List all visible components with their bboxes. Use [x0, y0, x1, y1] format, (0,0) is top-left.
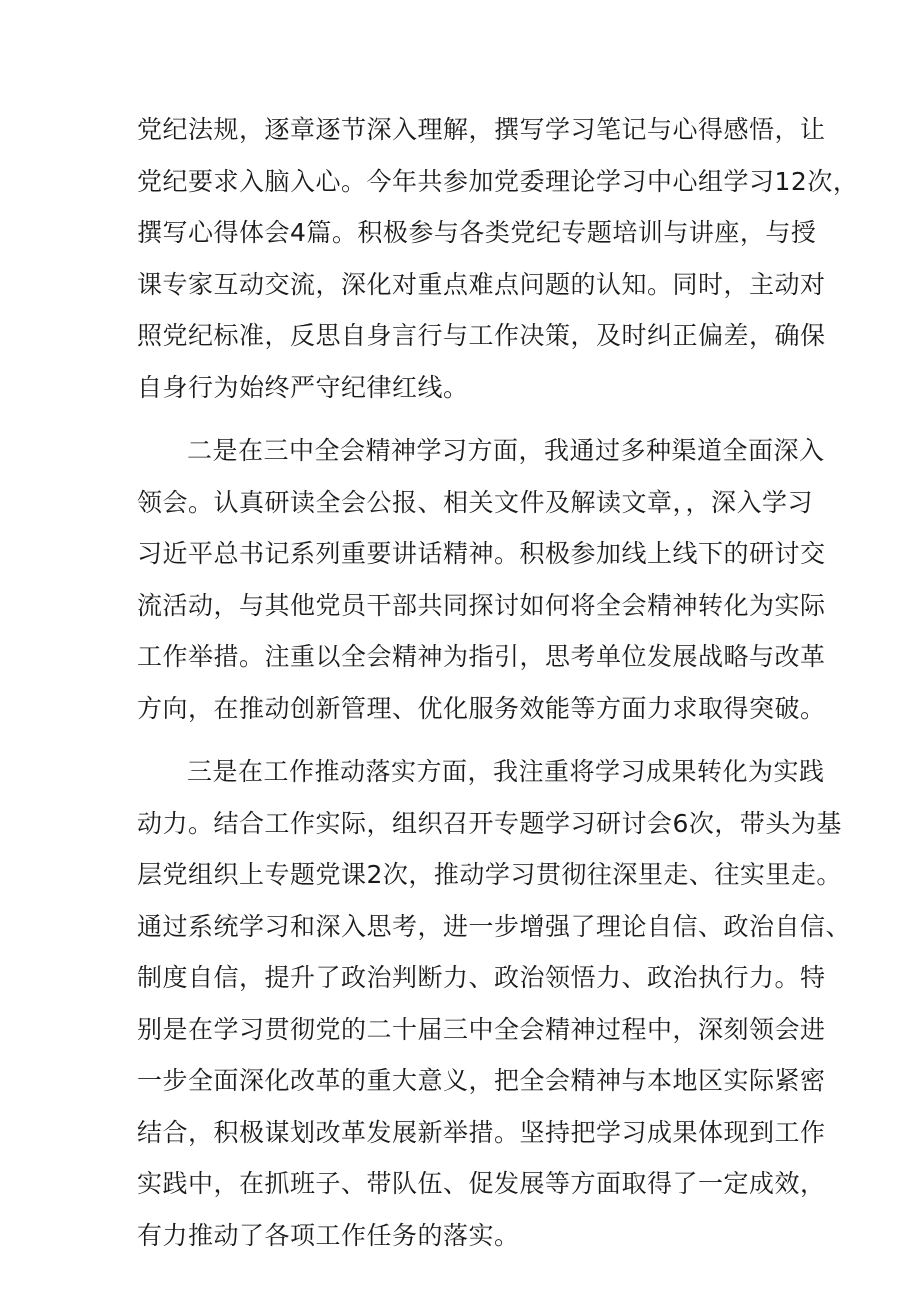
text-line: 撰写心得体会4篇。积极参与各类党纪专题培训与讲座，与授: [137, 218, 817, 247]
text-line: 动力。结合工作实际，组织召开专题学习研讨会6次，带头为基: [137, 808, 842, 838]
text-line: 习近平总书记系列重要讲话精神。积极参加线上线下的研讨交: [137, 539, 826, 568]
text-line: 通过系统学习和深入思考，进一步增强了理论自信、政治自信、: [137, 911, 852, 941]
text-line: 别是在学习贯彻党的二十届三中全会精神过程中，深刻领会进: [137, 1014, 826, 1044]
text-line: 照党纪标准，反思自身言行与工作决策，及时纠正偏差，确保: [137, 321, 826, 350]
text-line: 实践中，在抓班子、带队伍、促发展等方面取得了一定成效，: [137, 1169, 826, 1198]
text-line: 党纪要求入脑入心。今年共参加党委理论学习中心组学习12次，: [137, 166, 859, 196]
paragraph-1: [137, 104, 859, 413]
text-line: 方向，在推动创新管理、优化服务效能等方面力求取得突破。: [137, 693, 826, 723]
text-line: 课专家互动交流，深化对重点难点问题的认知。同时，主动对: [137, 269, 826, 299]
text-line: 领会。认真研读全会公报、相关文件及解读文章，，深入学习: [137, 487, 814, 517]
text-line: 党纪法规，逐章逐节深入理解，撰写学习笔记与心得感悟，让: [137, 115, 826, 144]
text-line: 工作举措。注重以全会精神为指引，思考单位发展战略与改革: [137, 642, 826, 671]
text-line: 结合，积极谋划改革发展新举措。坚持把学习成果体现到工作: [137, 1117, 826, 1147]
text-line: 层党组织上专题党课2次，推动学习贯彻往深里走、往实里走。: [137, 860, 842, 889]
text-line: 三是在工作推动落实方面，我注重将学习成果转化为实践: [187, 757, 825, 786]
text-line: 流活动，与其他党员干部共同探讨如何将全会精神转化为实际: [137, 590, 826, 620]
text-line: 制度自信，提升了政治判断力、政治领悟力、政治执行力。特: [137, 963, 826, 992]
text-line: 一步全面深化改革的重大意义，把全会精神与本地区实际紧密: [137, 1066, 826, 1095]
document-page: [137, 104, 859, 1261]
text-line: 有力推动了各项工作任务的落实。: [137, 1220, 520, 1250]
text-line: 二是在三中全会精神学习方面，我通过多种渠道全面深入: [187, 436, 825, 465]
text-line: 自身行为始终严守纪律红线。: [137, 372, 469, 402]
paragraph-2: [137, 425, 826, 734]
paragraph-3: [137, 746, 852, 1261]
